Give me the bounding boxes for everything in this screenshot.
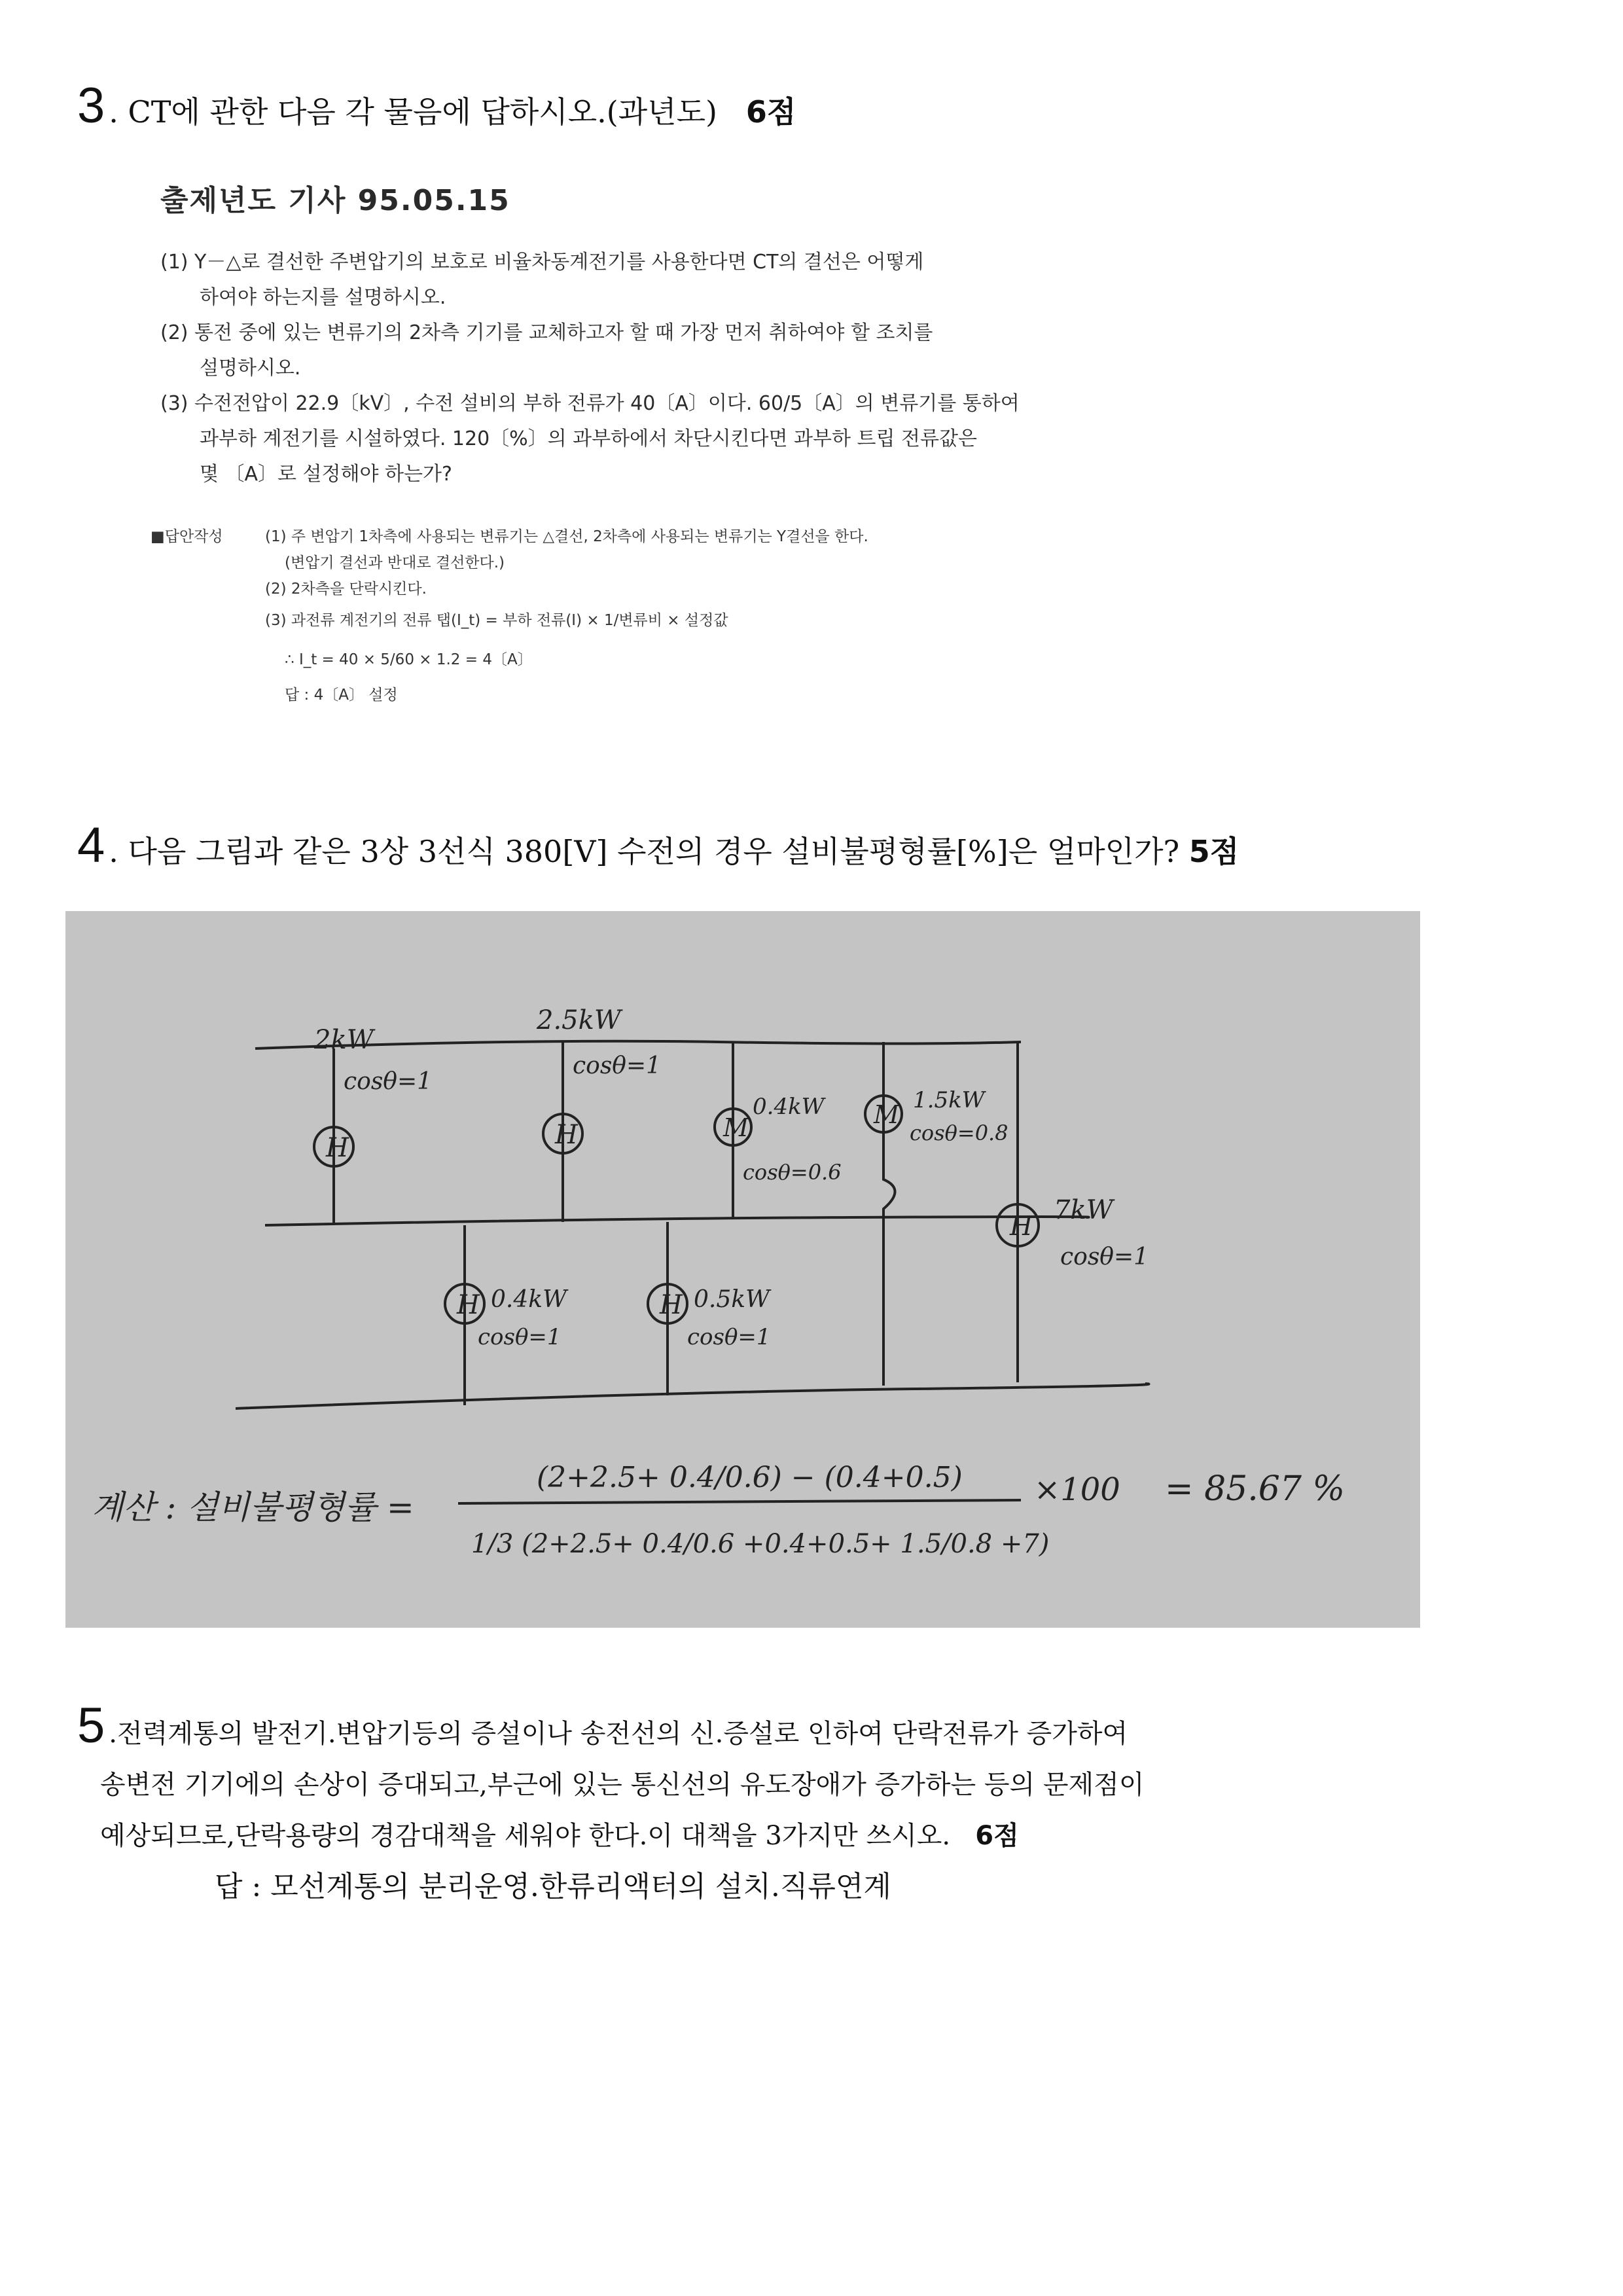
svg-text:M: M [874, 1100, 899, 1129]
q3-answer-line: (1) 주 변압기 1차측에 사용되는 변류기는 △결선, 2차측에 사용되는 변류기는 Y결선을 한다. [265, 528, 868, 545]
q4-points: 5점 [1188, 834, 1240, 869]
load-pf: cosθ=1 [478, 1324, 562, 1350]
q4-heading [77, 817, 1239, 874]
q3-item-line: (3) 수전전압이 22.9〔kV〕, 수전 설비의 부하 전류가 40〔A〕이다. 60/5〔A〕의 변류기를 통하여 [160, 392, 1020, 415]
load-pf: cosθ=1 [1060, 1244, 1149, 1270]
q3-answer-line: (3) 과전류 계전기의 전류 탭(I_t) = 부하 전류(I) × 1/변류비 × 설정값 [265, 612, 728, 629]
q3-answer-line: (변압기 결선과 반대로 결선한다.) [285, 554, 505, 571]
q3-answer-line: 답 : 4〔A〕 설정 [285, 687, 398, 704]
q3-text: . CT에 관한 다음 각 물음에 답하시오.(과년도) [109, 94, 718, 130]
q3-answer-label: ■답안작성 [151, 528, 223, 545]
q3-answer-block [265, 524, 868, 708]
load-rating: 0.4kW [753, 1094, 825, 1120]
svg-text:M: M [723, 1113, 749, 1142]
svg-text:H: H [660, 1290, 683, 1320]
calc-multiplier: ×100 [1034, 1471, 1120, 1508]
calc-result: = 85.67 % [1165, 1469, 1345, 1509]
q4-number: 4 [77, 817, 105, 873]
q4-diagram-panel [65, 911, 1420, 1628]
load-h-0-4kw [445, 1284, 484, 1323]
load-pf: cosθ=1 [687, 1324, 771, 1350]
q3-answer-line: ∴ I_t = 40 × 5/60 × 1.2 = 4〔A〕 [285, 651, 533, 668]
svg-text:H: H [326, 1133, 349, 1163]
q3-heading [77, 77, 796, 134]
load-pf: cosθ=0.6 [743, 1160, 842, 1185]
q5-line-1 [77, 1700, 1144, 1759]
q3-exam-title: 출제년도 기사 95.05.15 [160, 184, 510, 217]
q5-points: 6점 [975, 1821, 1019, 1851]
load-h-0-5kw [648, 1284, 687, 1323]
calc-denominator: 1/3 (2+2.5+ 0.4/0.6 +0.4+0.5+ 1.5/0.8 +7) [471, 1529, 1050, 1559]
q3-item-line: 몇 〔A〕로 설정해야 하는가? [200, 463, 452, 486]
q5-block [77, 1700, 1144, 1912]
q3-item-line: 설명하시오. [200, 357, 301, 380]
load-h-2-5kw [543, 1114, 582, 1153]
load-h-2kw [314, 1127, 353, 1166]
load-m-0-4kw [715, 1109, 751, 1145]
q5-number: 5 [77, 1698, 105, 1753]
q5-text-3: 예상되므로,단락용량의 경감대책을 세워야 한다.이 대책을 3가지만 쓰시오. [100, 1821, 951, 1851]
line-b [265, 1217, 1089, 1225]
load-rating: 2.5kW [537, 1005, 621, 1035]
q3-item-line: (2) 통전 중에 있는 변류기의 2차측 기기를 교체하고자 할 때 가장 먼저 취하여야 할 조치를 [160, 321, 933, 344]
q3-answer-line: (2) 2차측을 단락시킨다. [265, 581, 427, 598]
fraction-bar [458, 1500, 1021, 1503]
load-rating: 2kW [314, 1025, 374, 1055]
calc-label: 계산 : 설비불평형률 = [92, 1488, 414, 1526]
q5-line-3 [77, 1810, 1144, 1861]
q5-answer: 답 : 모선계통의 분리운영.한류리액터의 설치.직류연계 [215, 1870, 891, 1903]
q5-line-2: 송변전 기기에의 손상이 증대되고,부근에 있는 통신선의 유도장애가 증가하는 등의 문제점이 [100, 1770, 1145, 1800]
load-m-1-5kw [865, 1096, 902, 1132]
load-pf: cosθ=1 [344, 1068, 433, 1095]
load-rating: 0.5kW [694, 1286, 770, 1313]
calc-numerator: (2+2.5+ 0.4/0.6) − (0.4+0.5) [537, 1461, 963, 1494]
q4-circuit-diagram [65, 911, 1420, 1628]
q3-question-list [160, 245, 1077, 492]
load-pf: cosθ=0.8 [910, 1121, 1008, 1145]
q4-text: . 다음 그림과 같은 3상 3선식 380[V] 수전의 경우 설비불평형률[%]은 얼마인가? [109, 834, 1180, 869]
svg-text:H: H [1010, 1211, 1033, 1242]
q3-number: 3 [77, 78, 105, 134]
load-pf: cosθ=1 [573, 1052, 662, 1079]
load-rating: 1.5kW [913, 1087, 985, 1113]
line-c [236, 1384, 1149, 1408]
q3-item-line: 과부하 계전기를 시설하였다. 120〔%〕의 과부하에서 차단시킨다면 과부하 트립 전류값은 [200, 427, 977, 450]
q5-text-1: .전력계통의 발전기.변압기등의 증설이나 송전선의 신.증설로 인하여 단락전류가 증가하여 [109, 1719, 1128, 1749]
load-rating: 0.4kW [491, 1286, 567, 1313]
load-rating: 7kW [1054, 1195, 1113, 1225]
q3-item-line: 하여야 하는지를 설명하시오. [200, 286, 446, 309]
svg-text:H: H [555, 1120, 578, 1150]
q3-item-line: (1) Y－△로 결선한 주변압기의 보호로 비율차동계전기를 사용한다면 CT의 결선은 어떻게 [160, 251, 924, 274]
svg-text:H: H [457, 1290, 480, 1320]
q3-points: 6점 [745, 94, 796, 130]
